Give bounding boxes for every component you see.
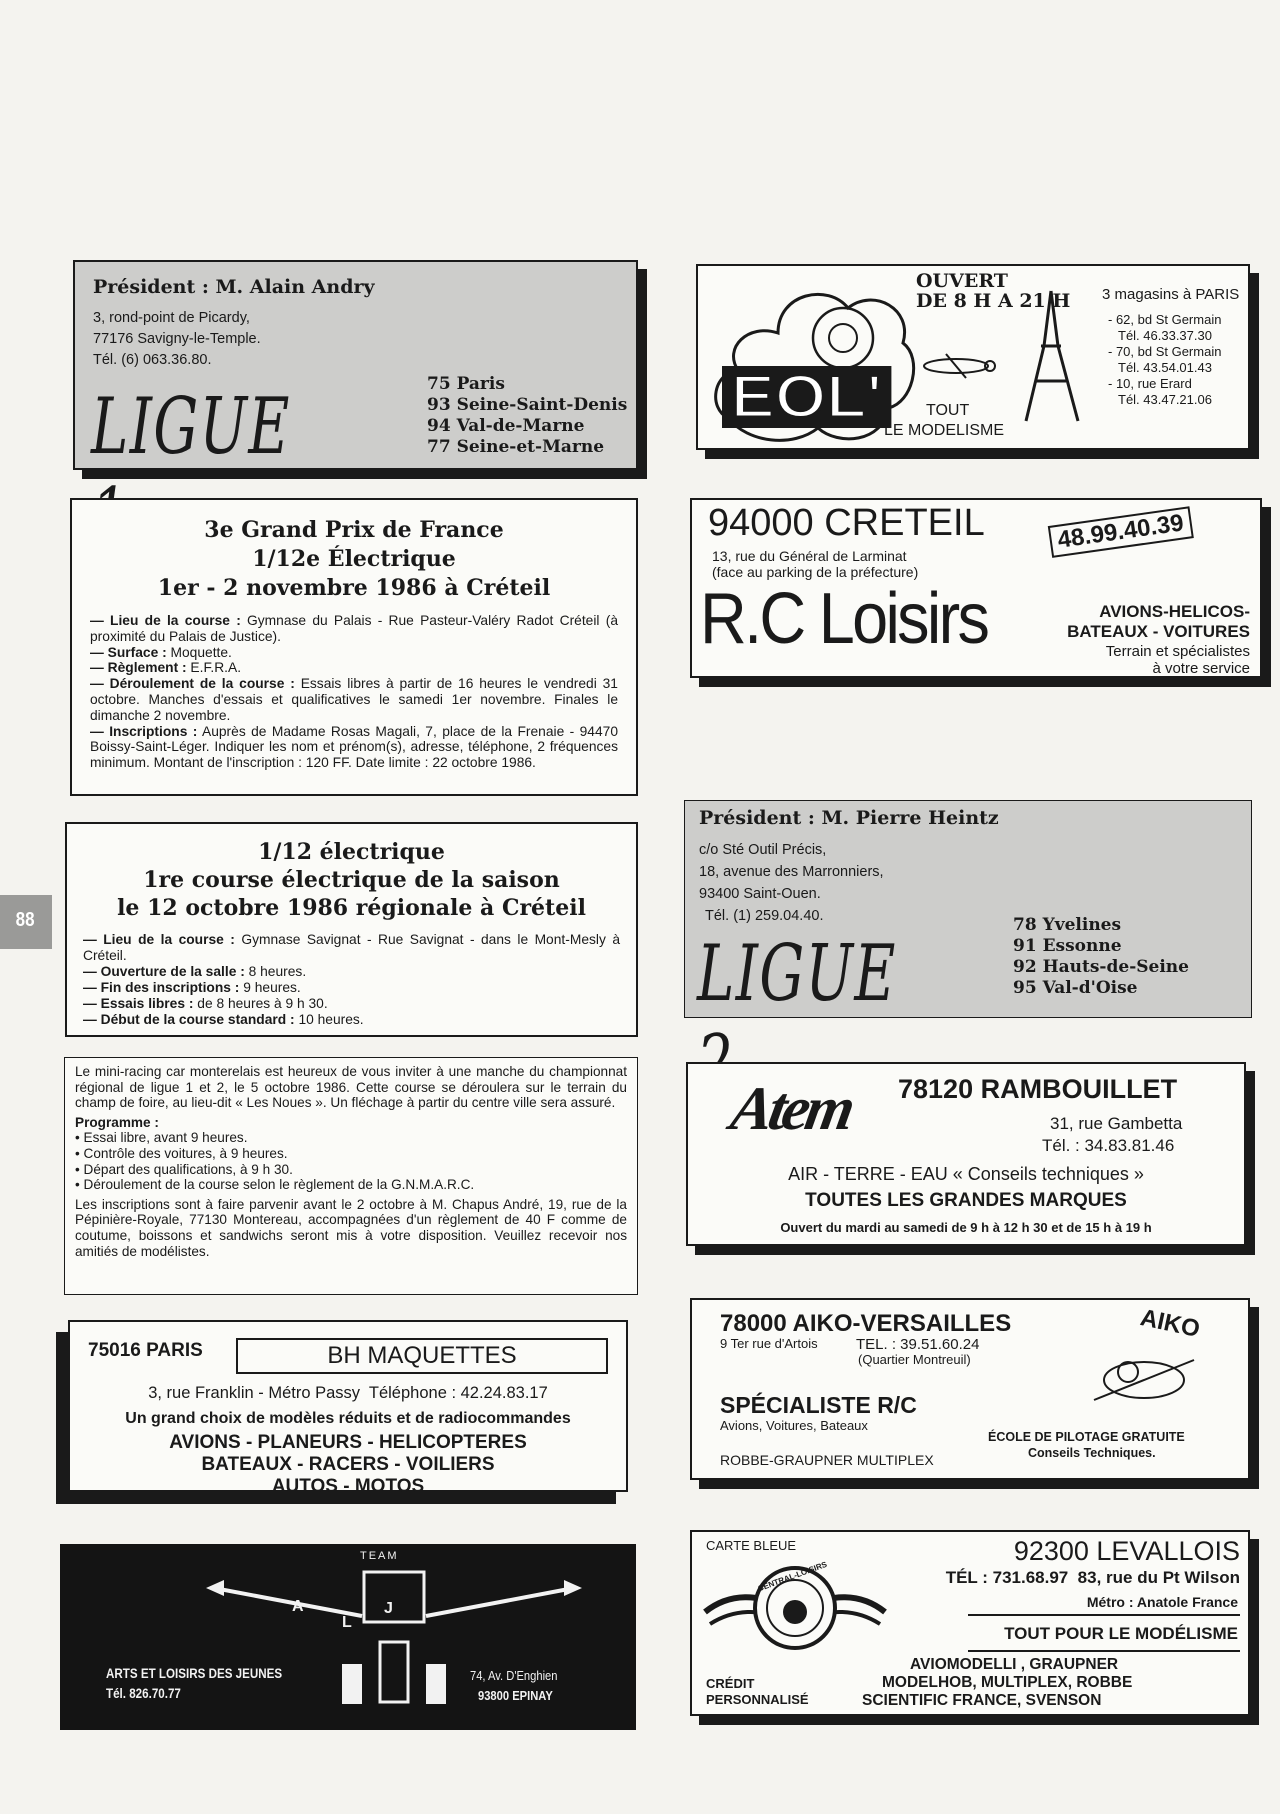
rc-phone: 48.99.40.39	[1055, 509, 1186, 554]
central-phone-addr: TÉL : 731.68.97 83, rue du Pt Wilson	[945, 1568, 1240, 1587]
aiko-logo: AIKO	[1137, 1304, 1203, 1343]
rc-logo: R.C Loisirs	[700, 579, 988, 659]
central-slogan: TOUT POUR LE MODÉLISME	[1004, 1624, 1238, 1643]
minirace-program-item: • Essai libre, avant 9 heures.	[75, 1130, 248, 1146]
ligue1-president: Président : M. Alain Andry	[93, 276, 375, 298]
central-loisirs-emblem	[700, 1552, 890, 1668]
central-emblem-label: CENTRAL-LOISIRS	[756, 1559, 829, 1594]
course-details	[83, 932, 620, 1028]
alj-name: ARTS ET LOISIRS DES JEUNES	[106, 1666, 283, 1681]
central-credit-2: PERSONNALISÉ	[706, 1692, 809, 1707]
ligue2-title: LIGUE	[697, 929, 897, 1019]
course-title-2: 1re course électrique de la saison	[143, 867, 560, 893]
course-1-12-panel	[65, 822, 638, 1037]
ligue2-address-line: 93400 Saint-Ouen.	[699, 886, 821, 902]
central-divider	[968, 1614, 1240, 1616]
minirace-program-item: • Déroulement de la course selon le règlement de la G.N.M.A.R.C.	[75, 1177, 475, 1193]
rc-line-4: à votre service	[1152, 660, 1250, 677]
ligue2-address-line: c/o Sté Outil Précis,	[699, 842, 827, 858]
gp-details	[90, 613, 618, 771]
ligue1-address-line: 77176 Savigny-le-Temple.	[93, 331, 261, 347]
eiffel-tower-icon	[1016, 286, 1086, 426]
ligue1-departments	[427, 374, 627, 458]
course-title-3: le 12 octobre 1986 régionale à Créteil	[117, 895, 586, 921]
aiko-district: (Quartier Montreuil)	[858, 1352, 971, 1367]
course-detail-item: — Essais libres : de 8 heures à 9 h 30.	[83, 996, 328, 1011]
gp-detail-item: — Lieu de la course : Gymnase du Palais - Rue Pasteur-Valéry Radot Créteil (à proximité du Palais de Justice).	[90, 613, 618, 644]
bh-tagline: Un grand choix de modèles réduits et de radiocommandes	[125, 1410, 571, 1427]
ligue2-president: Président : M. Pierre Heintz	[699, 807, 999, 829]
eol-stores	[1108, 312, 1221, 408]
eol-logo: EOL'	[722, 366, 891, 428]
atem-logo: Atem	[726, 1075, 857, 1143]
atem-hours: Ouvert du mardi au samedi de 9 h à 12 h 30 et de 15 h à 19 h	[780, 1220, 1152, 1235]
alj-address-1: 74, Av. D'Enghien	[470, 1668, 558, 1683]
atem-brands: TOUTES LES GRANDES MARQUES	[805, 1190, 1127, 1211]
store-line: Tél. 46.33.37.30	[1118, 328, 1212, 343]
department-item: 92 Hauts-de-Seine	[1013, 957, 1189, 977]
bh-line-3: AUTOS - MOTOS	[271, 1476, 425, 1497]
bh-name: BH MAQUETTES	[327, 1342, 517, 1369]
cartoon-pilot-icon	[1084, 1340, 1204, 1420]
ligue2-address-line: Tél. (1) 259.04.40.	[705, 908, 824, 924]
ligue1-panel	[73, 260, 638, 470]
central-brands-2: MODELHOB, MULTIPLEX, ROBBE	[882, 1674, 1133, 1691]
store-line: - 62, bd St Germain	[1108, 312, 1222, 327]
store-line: Tél. 43.54.01.43	[1118, 360, 1212, 375]
ligue2-departments	[1013, 915, 1189, 999]
alj-ad	[60, 1544, 636, 1730]
rc-address-1: 13, rue du Général de Larminat	[712, 548, 907, 564]
department-item: 94 Val-de-Marne	[427, 416, 585, 436]
gp-title-1: 3e Grand Prix de France	[204, 517, 504, 543]
department-item: 78 Yvelines	[1013, 915, 1122, 935]
central-city: 92300 LEVALLOIS	[1013, 1536, 1240, 1566]
eol-open-2: DE 8 H A 21 H	[916, 290, 1071, 312]
ligue1-address-line: 3, rond-point de Picardy,	[93, 310, 250, 326]
gp-title-3: 1er - 2 novembre 1986 à Créteil	[157, 575, 551, 601]
ligue2-panel	[684, 800, 1252, 1018]
department-item: 95 Val-d'Oise	[1013, 978, 1138, 998]
ligue2-address-line: 18, avenue des Marronniers,	[699, 864, 884, 880]
course-detail-item: — Lieu de la course : Gymnase Savignat - Rue Savignat - dans le Mont-Mesly à Créteil.	[83, 932, 620, 963]
department-item: 93 Seine-Saint-Denis	[427, 395, 628, 415]
central-credit-1: CRÉDIT	[706, 1676, 755, 1691]
ligue1-title: LIGUE	[91, 382, 291, 472]
department-item: 75 Paris	[427, 374, 505, 394]
ligue1-address-line: Tél. (6) 063.36.80.	[93, 352, 212, 368]
store-line: Tél. 43.47.21.06	[1118, 392, 1212, 407]
department-item: 91 Essonne	[1013, 936, 1122, 956]
course-title-1: 1/12 électrique	[258, 839, 445, 865]
minirace-program-title: Programme :	[75, 1114, 159, 1130]
store-line: - 10, rue Erard	[1108, 376, 1192, 391]
rc-address-2: (face au parking de la préfecture)	[712, 564, 919, 580]
aiko-advice: Conseils Techniques.	[1028, 1446, 1156, 1460]
central-divider	[968, 1650, 1240, 1652]
central-metro: Métro : Anatole France	[1086, 1594, 1238, 1610]
rc-phone-badge	[1048, 506, 1194, 558]
bh-address: 3, rue Franklin - Métro Passy Téléphone : 42.24.83.17	[148, 1384, 548, 1402]
gp-detail-item: — Inscriptions : Auprès de Madame Rosas Magali, 7, place de la Frenaie - 94470 Boissy-Saint-Léger. Indiquer les nom et prénom(s), adresse, téléphone, 2 fréquences minimum. Montant de l'inscription : 120 FF. Date limite : 22 octobre 1986.	[90, 723, 618, 771]
minirace-program-item: • Départ des qualifications, à 9 h 30.	[75, 1161, 293, 1177]
aiko-ad	[690, 1298, 1250, 1480]
gp-title-2: 1/12e Électrique	[252, 546, 456, 572]
gp-detail-item: — Règlement : E.F.R.A.	[90, 660, 242, 676]
aiko-categories: Avions, Voitures, Bateaux	[720, 1418, 868, 1433]
rc-city: 94000 CRETEIL	[708, 502, 985, 544]
minirace-intro: Le mini-racing car monterelais est heureux de vous inviter à une manche du championnat régional de ligue 1 et 2, le 5 octobre 1986. Cette course se déroulera sur le terrain du champ de foire, au lieu-dit « Les Noues ». Un fléchage à partir du centre ville sera assuré.	[75, 1064, 627, 1111]
eol-open-1: OUVERT	[916, 270, 1008, 292]
course-detail-item: — Début de la course standard : 10 heures.	[83, 1012, 364, 1027]
minirace-program-item: • Contrôle des voitures, à 9 heures.	[75, 1145, 288, 1161]
alj-phone: Tél. 826.70.77	[106, 1686, 181, 1701]
course-detail-item: — Fin des inscriptions : 9 heures.	[83, 980, 301, 995]
alj-address-2: 93800 EPINAY	[478, 1688, 553, 1703]
bh-city: 75016 PARIS	[88, 1340, 203, 1361]
bh-line-1: AVIONS - PLANEURS - HELICOPTERES	[169, 1432, 527, 1453]
central-brands-1: AVIOMODELLI , GRAUPNER	[910, 1656, 1119, 1673]
gp-france-panel	[70, 498, 638, 796]
central-card: CARTE BLEUE	[706, 1538, 797, 1553]
atem-address: 31, rue Gambetta	[1050, 1114, 1183, 1133]
aiko-school: ÉCOLE DE PILOTAGE GRATUITE	[988, 1430, 1185, 1444]
rc-line-3: Terrain et spécialistes	[1105, 643, 1250, 660]
bh-name-box	[236, 1338, 608, 1374]
alj-letter-l: L	[342, 1614, 352, 1631]
alj-letter-a: A	[292, 1598, 304, 1615]
central-loisirs-ad	[690, 1530, 1250, 1716]
minirace-panel	[64, 1057, 638, 1295]
atem-phone: Tél. : 34.83.81.46	[1042, 1136, 1175, 1155]
ligue2-address	[699, 839, 884, 927]
central-brands-3: SCIENTIFIC FRANCE, SVENSON	[862, 1692, 1102, 1709]
department-item: 77 Seine-et-Marne	[427, 437, 605, 457]
gp-detail-item: — Surface : Moquette.	[90, 644, 232, 660]
aiko-name: 78000 AIKO-VERSAILLES	[720, 1310, 1012, 1337]
store-line: - 70, bd St Germain	[1108, 344, 1222, 359]
page-number-tab	[0, 895, 52, 949]
aiko-specialist: SPÉCIALISTE R/C	[720, 1392, 917, 1418]
rc-line-1: AVIONS-HELICOS-	[1099, 602, 1250, 621]
bh-maquettes-ad	[68, 1320, 628, 1497]
bh-line-2: BATEAUX - RACERS - VOILIERS	[201, 1454, 495, 1475]
eol-stores-heading: 3 magasins à PARIS	[1102, 286, 1240, 303]
ligue1-address	[93, 308, 261, 371]
alj-letter-j: J	[384, 1600, 393, 1617]
atem-slogan: AIR - TERRE - EAU « Conseils techniques »	[788, 1164, 1144, 1184]
eol-ad	[696, 264, 1250, 450]
atem-city: 78120 RAMBOUILLET	[898, 1074, 1178, 1104]
eol-tagline-1: TOUT	[926, 402, 970, 419]
atem-ad	[686, 1062, 1246, 1246]
minirace-outro: Les inscriptions sont à faire parvenir avant le 2 octobre à M. Chapus André, 19, rue de la Pépinière-Royale, 77130 Montereau, accompagnées d'un règlement de 40 F comme de coutume, boissons et sandwichs seront mis à votre disposition. Veuillez recevoir nos amitiés de modélistes.	[75, 1196, 627, 1259]
aiko-phone: TEL. : 39.51.60.24	[856, 1336, 980, 1353]
gp-detail-item: — Déroulement de la course : Essais libres à partir de 16 heures le vendredi 31 octobre. Manches d'essais et qualificatives le samedi 1er novembre. Finales le dimanche 2 novembre.	[90, 676, 618, 723]
eol-tagline-2: LE MODELISME	[884, 422, 1005, 439]
course-detail-item: — Ouverture de la salle : 8 heures.	[83, 964, 307, 979]
rc-loisirs-ad	[690, 498, 1262, 678]
aiko-brands: ROBBE-GRAUPNER MULTIPLEX	[720, 1452, 934, 1468]
rc-line-2: BATEAUX - VOITURES	[1067, 622, 1250, 641]
page-number: 88	[15, 909, 35, 931]
aiko-address: 9 Ter rue d'Artois	[720, 1336, 818, 1351]
airplane-icon	[916, 344, 1006, 394]
alj-team: TEAM	[360, 1550, 399, 1562]
